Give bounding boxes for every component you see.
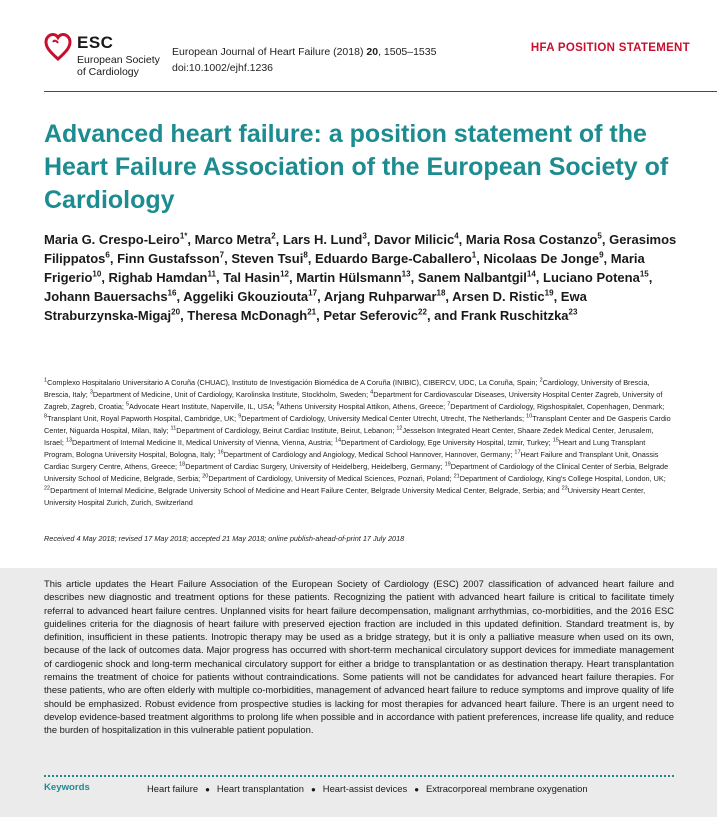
keyword-separator-icon: ● [205,785,210,794]
affiliation-number: 2 [539,377,543,384]
affiliation-number: 7 [447,401,451,408]
keyword[interactable]: Heart failure [147,783,199,794]
author-affiliation-ref[interactable]: 21 [307,307,317,317]
affiliation-text: Advocate Heart Institute, Naperville, IL, USA; [129,402,277,411]
affiliation-text: Department of Cardiology, Beirut Cardiac Institute, Beirut, Lebanon; [176,426,397,435]
author-affiliation-ref[interactable]: 14 [526,269,536,279]
author-affiliation-ref[interactable]: 13 [401,269,411,279]
journal-name: European Journal of Heart Failure (2018) [172,46,364,58]
keyword[interactable]: Heart-assist devices [322,783,408,794]
header-divider [44,91,717,92]
author-name[interactable]: Maria Frigerio [44,251,645,285]
logo-text: ESC [77,33,114,52]
affiliation-text: Athens University Hospital Attikon, Athens, Greece; [279,402,448,411]
author-name[interactable]: Marco Metra [194,232,272,247]
affiliation-number: 23 [561,485,568,492]
affiliation-number: 4 [370,389,374,396]
author-name[interactable]: Nicolaas De Jonge [483,251,600,266]
heart-logo-icon [44,32,72,62]
author-name[interactable]: Lars H. Lund [282,232,363,247]
affiliation-number: 20 [202,473,209,480]
affiliations [44,377,674,509]
affiliation-text: Department of Cardiology, King's College Hospital, London, UK; [459,474,666,483]
affiliation-text: Department of Internal Medicine II, Medical University of Vienna, Vienna, Austria; [72,438,335,447]
affiliation-number: 9 [238,413,242,420]
affiliation-number: 13 [65,437,73,444]
keyword-separator-icon: ● [310,785,316,794]
society-line: European Society [77,54,160,66]
author-affiliation-ref[interactable]: 23 [568,307,578,317]
journal-volume: 20 [366,46,379,58]
affiliation-text: Department of Cardiology, Ege University Hospital, Izmir, Turkey; [341,438,553,447]
author-name[interactable]: Martin Hülsmann [296,270,402,285]
affiliation-number: 11 [170,425,177,432]
author-name[interactable]: Steven Tsui [231,251,304,266]
journal-doi[interactable]: doi:10.1002/ejhf.1236 [172,62,274,74]
article-title: Advanced heart failure: a position statement of the Heart Failure Association of the European Society of Cardiology [44,120,669,214]
society-name [77,54,160,78]
affiliation-text: Department of Internal Medicine, Belgrade University School of Medicine and Heart Failure Center, Belgrade University Medical Center, Belgrade, Serbia; and [50,486,562,495]
affiliation-number: 8 [44,413,48,420]
author-name[interactable]: Arjang Ruhparwar [323,289,437,304]
author-name[interactable]: Davor Milicic [374,232,455,247]
affiliation-number: 22 [44,485,51,492]
author-name[interactable]: Johann Bauersachs [44,289,168,304]
author-affiliation-ref[interactable]: 16 [167,288,177,298]
author-affiliation-ref[interactable]: 11 [207,269,216,279]
author-affiliation-ref[interactable]: 6 [105,250,110,260]
journal-pages: , 1505–1535 [378,46,437,58]
keyword[interactable]: Extracorporeal membrane oxygenation [426,783,588,794]
journal-line [172,44,436,60]
author-affiliation-ref[interactable]: 3 [362,231,367,241]
affiliation-text: Department of Cardiology, University Medical Center Utrecht, Utrecht, The Netherlands; [241,414,527,423]
affiliation-text: Department of Cardiology of the Clinical Center of Serbia, Belgrade University School of Medicine, Belgrade, Serbia; [44,462,669,483]
keywords-label: Keywords [44,782,90,793]
affiliation-text: Department of Cardiology, Rigshospitalet, Copenhagen, Denmark; [450,402,665,411]
keywords-divider [44,775,674,777]
affiliation-number: 21 [453,473,460,480]
author-affiliation-ref[interactable]: 2 [271,231,276,241]
author-affiliation-ref[interactable]: 22 [418,307,427,317]
author-name[interactable]: Righab Hamdan [108,270,208,285]
author-affiliation-ref[interactable]: 19 [544,288,554,298]
affiliation-text: University Heart Center, University Hospital Zurich, Zurich, Switzerland [44,486,646,507]
abstract-text: This article updates the Heart Failure Association of the European Society of Cardiology (ESC) 2007 classification of advanced heart failure and describes new diagnostic and treatment options for these patients. Recognizing the patient with advanced heart failure is critical to facilitate timely referral to advanced heart failure centres. Unplanned visits for heart failure decompensation, malignant arrhythmias, co-morbidities, and the 2016 ESC guidelines criteria for the diagnosis of heart failure with preserved ejection fraction are included in this updated definition. Standard treatment is, by definition, insufficient in these patients. Inotropic therapy may be used as a bridge strategy, but it is only a palliative measure when used on its own, because of the lack of outcomes data. Major progress has occurred with short-term mechanical circulatory support devices for immediate management of cardiogenic shock and long-term mechanical circulatory support for either a bridge to transplantation or as destination therapy. Heart transplantation remains the treatment of choice for patients without contraindications. Some patients will not be candidates for advanced heart failure therapies. For these patients, who are often elderly with multiple co-morbidities, management of advanced heart failure to reduce symptoms and improve quality of life should be emphasized. Robust evidence from prospective studies is lacking for most therapies for advanced heart failure. There is an urgent need to develop evidence-based treatment algorithms to prolong life when possible and in accordance with patient preferences, increase life quality, and reduce the burden of hospitalization in this vulnerable patient population. [44,578,674,736]
author-affiliation-ref[interactable]: 12 [280,269,289,279]
author-name[interactable]: Gerasimos Filippatos [44,232,677,266]
author-name[interactable]: Ewa Straburzynska-Migaj [44,289,587,323]
author-list: Maria G. Crespo-Leiro$^{1*}$, Marco Metra$^2$, Lars H. Lund$^3$, Davor Milicic$^4$, Maria Rosa Costanzo$^5$, Gerasimos Filippatos$^6$, Finn Gustafsson$^7$, Steven Tsui$^8$, Eduardo Barge-Caballero$^1$, Nicolaas De Jonge$^9$, Maria Frigerio$^{10}$, Righab Hamdan$^{11}$, Tal Hasin$^{12}$, Martin Hülsmann$^{13}$, Sanem Nalbantgil$^{14}$, Luciano Potena$^{15}$, Johann Bauersachs$^{16}$, Aggeliki Gkouziouta$^{17}$, Arjang Ruhparwar$^{18}$, Arsen D. Ristic$^{19}$, Ewa Straburzynska-Migaj$^{20}$, Theresa McDonagh$^{21}$, Petar Seferovic$^{22}$, and Frank Ruschitzka$^{23}$ [44,231,677,323]
affiliation-number: 3 [89,389,93,396]
affiliation-text: Department of Cardiology, University of Medical Sciences, Poznań, Poland; [208,474,454,483]
author-name[interactable]: Aggeliki Gkouziouta [183,289,309,304]
affiliation-number: 17 [514,449,521,456]
author-name[interactable]: and Frank Ruschitzka [434,308,569,323]
author-affiliation-ref[interactable]: 9 [599,250,604,260]
keyword-separator-icon: ● [414,785,420,794]
affiliation-text: Jesselson Integrated Heart Center, Shaare Zedek Medical Center, Jerusalem, Israel; [44,426,654,447]
author-name[interactable]: Petar Seferovic [323,308,419,323]
society-line: of Cardiology [77,66,139,78]
received-dates: Received 4 May 2018; revised 17 May 2018; accepted 21 May 2018; online publish-ahead-of-print 17 July 2018 [44,534,405,543]
author-name[interactable]: Sanem Nalbantgil [417,270,527,285]
author-affiliation-ref[interactable]: 8 [303,250,308,260]
author-affiliation-ref[interactable]: 18 [436,288,446,298]
author-affiliation-ref[interactable]: 1 [471,250,477,260]
affiliation-number: 18 [179,461,186,468]
affiliation-text: Cardiology, University of Brescia, Brescia, Italy; [44,378,650,399]
affiliation-number: 15 [552,437,559,444]
affiliation-text: Heart Failure and Transplant Unit, Onassis Cardiac Surgery Centre, Athens, Greece; [44,450,659,471]
affiliation-text: Department of Cardiac Surgery, University of Heidelberg, Heidelberg, Germany; [185,462,445,471]
author-affiliation-ref[interactable]: 15 [639,269,649,279]
author-name[interactable]: Maria G. Crespo-Leiro [44,232,180,247]
affiliation-number: 19 [444,461,451,468]
affiliation-number: 5 [125,401,129,408]
author-name[interactable]: Eduardo Barge-Caballero [315,251,472,266]
page-header [0,0,717,92]
keyword[interactable]: Heart transplantation [216,783,304,794]
affiliation-text: Heart and Lung Transplant Program, Bologna University Hospital, Bologna, Italy; [44,438,646,459]
affiliation-number: 14 [335,437,342,444]
author-affiliation-ref[interactable]: 20 [171,307,181,317]
affiliation-text: Transplant Center and De Gasperis Cardio Center, Niguarda Hospital, Milan, Italy; [44,414,671,435]
author-affiliation-ref[interactable]: 17 [308,288,318,298]
affiliation-text: Department of Cardiology and Angiology, Medical School Hannover, Hannover, Germany; [223,450,515,459]
author-name[interactable]: Tal Hasin [223,270,281,285]
author-affiliation-ref[interactable]: 5 [597,231,602,241]
affiliation-text: Transplant Unit, Royal Papworth Hospital, Cambridge, UK; [47,414,239,423]
author-name[interactable]: Finn Gustafsson [117,251,220,266]
author-affiliation-ref[interactable]: 7 [219,250,225,260]
affiliation-text: Department of Medicine, Unit of Cardiology, Karolinska Institute, Stockholm, Sweden; [92,390,371,399]
author-name[interactable]: Theresa McDonagh [187,308,308,323]
author-affiliation-ref[interactable]: 4 [454,231,459,241]
esc-logo[interactable] [44,30,164,90]
author-affiliation-ref[interactable]: 1* [179,231,188,241]
keywords-list [147,782,617,796]
affiliation-text: Department for Cardiovascular Diseases, University Hospital Center Zagreb, University of Zagreb, Zagreb, Croatia; [44,390,663,411]
author-name[interactable]: Arsen D. Ristic [452,289,545,304]
author-name[interactable]: Luciano Potena [543,270,640,285]
affiliation-number: 12 [396,425,403,432]
journal-citation [172,44,436,76]
affiliation-number: 6 [276,401,280,408]
author-name[interactable]: Maria Rosa Costanzo [465,232,598,247]
author-affiliation-ref[interactable]: 10 [92,269,102,279]
affiliation-number: 16 [217,449,224,456]
affiliation-number: 10 [526,413,533,420]
affiliation-text: Complexo Hospitalario Universitario A Coruña (CHUAC), Instituto de Investigación Biomédica de A Coruña (INIBIC), CIBERCV, UDC, La Coruña, Spain; [47,378,540,387]
affiliation-number: 1 [44,377,48,384]
section-label: HFA POSITION STATEMENT [530,42,690,54]
